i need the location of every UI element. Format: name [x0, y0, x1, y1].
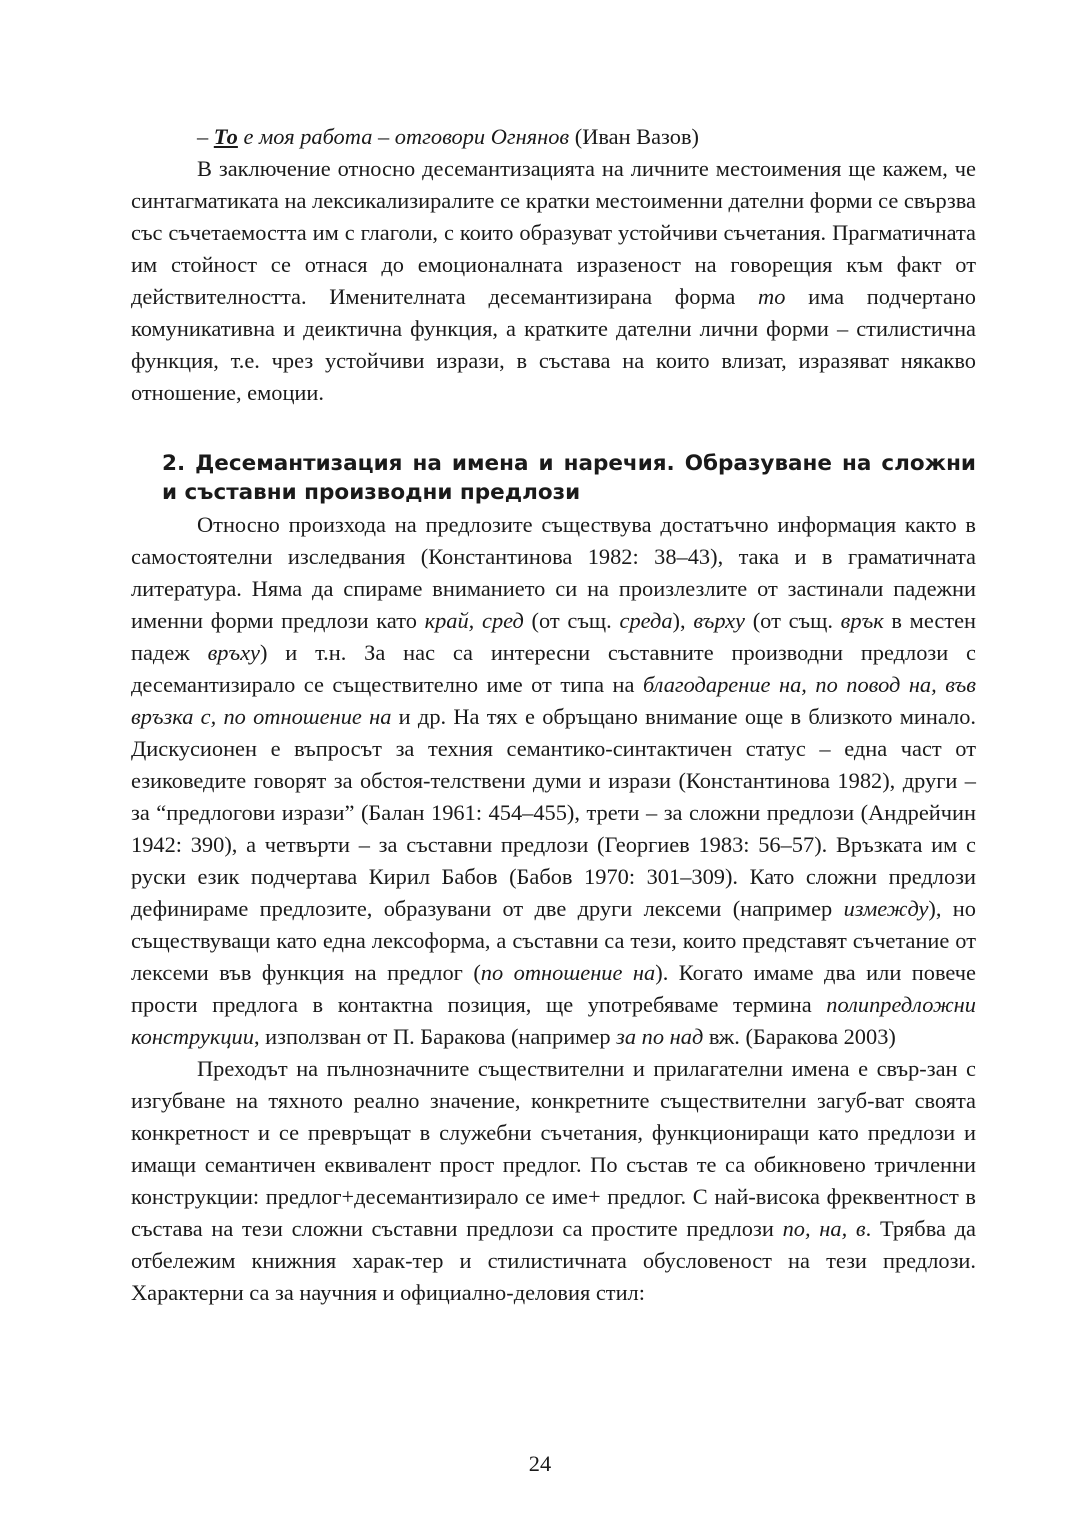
emphasis-run: върху: [693, 608, 745, 633]
emphasis-run: врък: [840, 608, 884, 633]
text-run: . Трябва да отбележим книжния харак-тер и стилистичната обусловеност на тези предлози. Характерни са за научния и официално-деловия стил:: [131, 1216, 976, 1305]
emphasis-run: по отношение на: [480, 960, 656, 985]
paragraph-origin: [131, 509, 976, 1053]
text-run: Преходът на пълнозначните съществителни и прилагателни имена е свър-зан с изгубване на тяхното реално значение, конкретните съществителни загуб-ват своята конкретност и се превръщат в служебни съчетания, функциониращи като предлози и имащи семантичен еквивалент прост предлог. По състав те са обикновено тричленни конструкции: предлог+десемантизирало се име+ предлог. С най-висока фреквентност в състава на тези сложни съставни предлози са простите предлози: [131, 1056, 976, 1241]
text-run: , използван от П. Баракова (например: [253, 1024, 617, 1049]
text-run: (от същ.: [745, 608, 841, 633]
dialogue-speech: е моя работа – отговори Огнянов: [237, 124, 570, 149]
text-run: ),: [672, 608, 694, 633]
emphasis-run: измежду: [843, 896, 929, 921]
paragraph-transition: [131, 1053, 976, 1309]
text-run: Относно произхода на предлозите съществува достатъчно информация както в самостоятелни изследвания (Константинова 1982: 38–43), така и в граматичната литература. Няма да спираме вниманието си на произлезлите от застинали падежни именни форми предлози като: [131, 512, 976, 633]
emphasis-run: среда: [619, 608, 673, 633]
emphasis-run: благодарение на, по повод на, във връзка с, по отношение на: [131, 672, 976, 729]
emphasis-run: полипредложни конструкции: [131, 992, 976, 1049]
dialogue-dash: –: [197, 124, 214, 149]
emphasis-run: по, на, в: [782, 1216, 866, 1241]
body-text: [131, 121, 976, 1309]
emphasis-run: връху: [207, 640, 260, 665]
emphasis-run: за по над: [616, 1024, 704, 1049]
dialogue-source: (Иван Вазов): [569, 124, 699, 149]
paragraph-conclusion-rest: има подчертано комуникативна и деиктична функция, а кратките дателни лични форми – стилистична функция, т.е. чрез устойчиви изрази, в състава на които влизат, изразяват някакво отношение, емоции.: [131, 284, 976, 405]
text-run: в местен падеж: [131, 608, 976, 665]
text-run: и др. На тях е обръщано внимание още в близкото минало. Дискусионен е въпросът за техния семантико-синтактичен статус – една част от езиковедите говорят за обстоя-телствени думи и изрази (Константинова 1982), други – за “предлогови изрази” (Балан 1961: 454–455), трети – за сложни предлози (Андрейчин 1942: 390), а четвърти – за съставни предлози (Георгиев 1983: 56–57). Връзката им с руски език подчертава Кирил Бабов (Бабов 1970: 301–309). Като сложни предлози дефинираме предлозите, образувани от две други лексеми (например: [131, 704, 976, 921]
paragraph-conclusion-text: В заключение относно десемантизацията на личните местоимения ще кажем, че синтагматиката на лексикализиралите се кратки местоименни дателни форми се свързва със съчетаемостта им с глаголи, с които образуват устойчиви съчетания. Прагматичната им стойност се отнася до емоционалната изразеност на говорещия към факт от действителността. Именителната десемантизирана форма: [131, 156, 976, 309]
page-number: 24: [528, 1451, 552, 1476]
text-run: вж. (Баракова 2003): [703, 1024, 896, 1049]
paragraph-conclusion-emphasis: то: [758, 284, 786, 309]
paragraph-conclusion: [131, 153, 976, 409]
text-run: ) и т.н. За нас са интересни съставните производни предлози с десемантизирало се съществително име от типа на: [131, 640, 976, 697]
dialogue-quote: [131, 121, 976, 153]
emphasis-run: край, сред: [424, 608, 524, 633]
section-heading: 2. Десемантизация на имена и наречия. Образуване на сложни и съставни производни предлози: [162, 451, 976, 505]
text-run: (от същ.: [523, 608, 620, 633]
text-run: ). Когато имаме два или повече прости предлога в контактна позиция, ще употребяваме термина: [131, 960, 976, 1017]
underlined-pronoun: То: [213, 124, 238, 149]
text-run: ), но съществуващи като една лексоформа, а съставни са тези, които представят съчетание от лексеми във функция на предлог (: [131, 896, 976, 985]
